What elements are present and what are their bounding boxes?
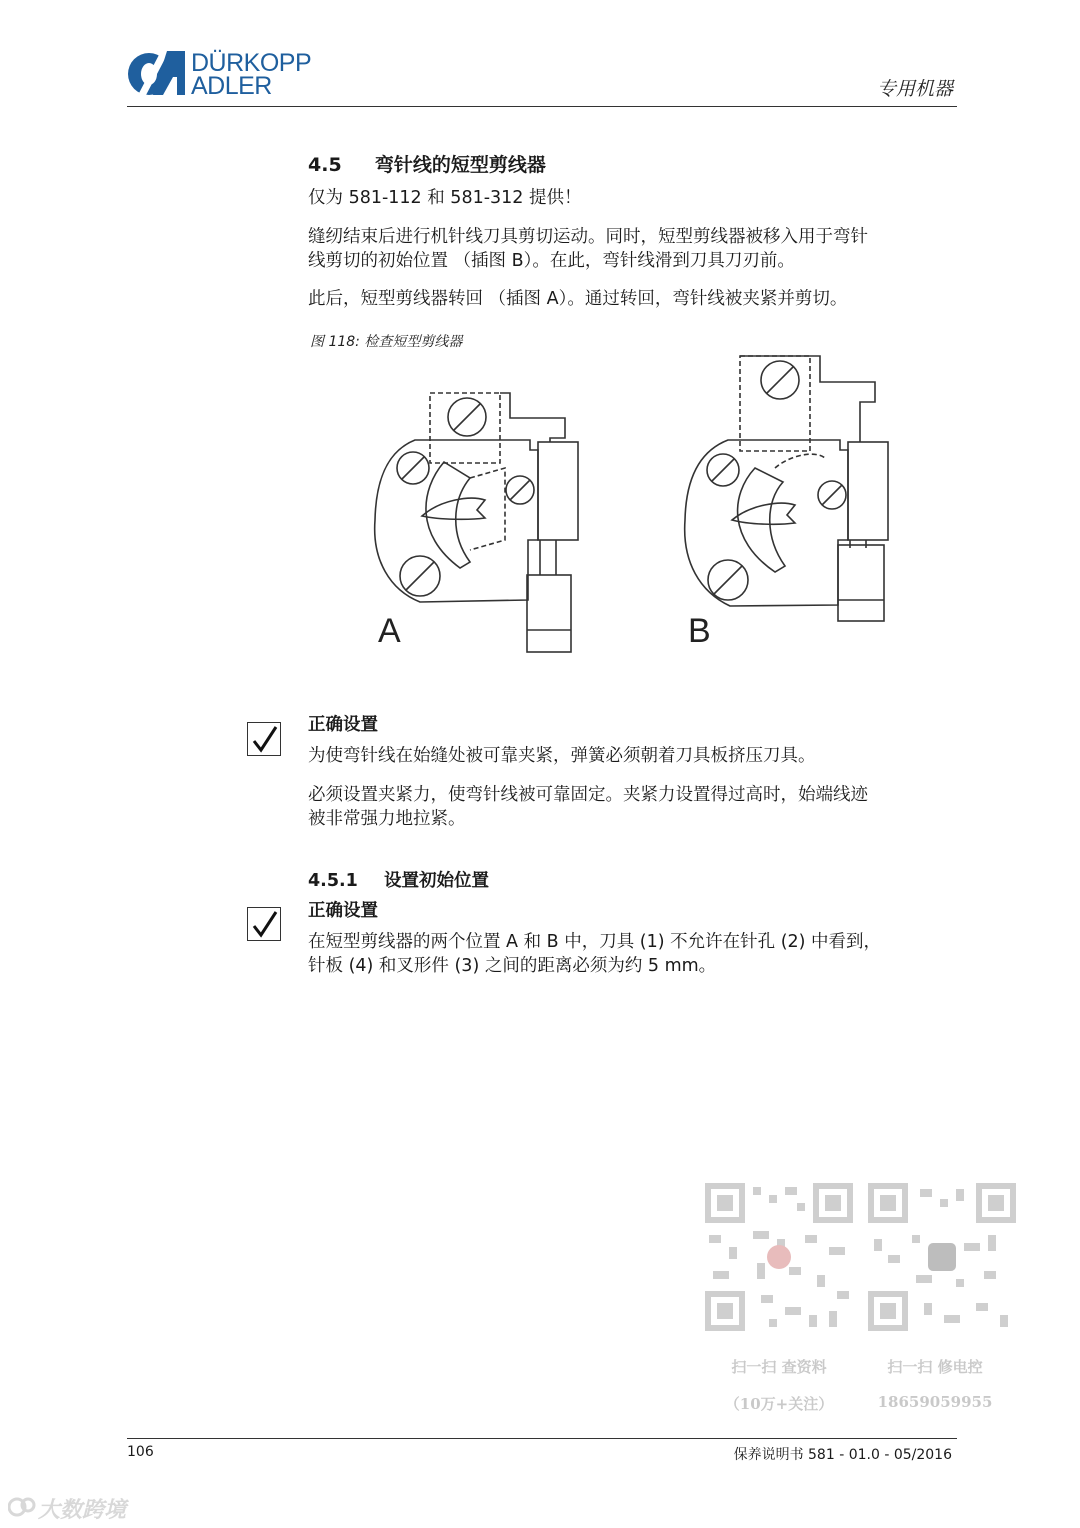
qr2-caption-2: 18659059955 [877, 1393, 993, 1411]
page-number: 106 [127, 1444, 154, 1460]
logo-line1: DÜRKOPP [191, 49, 312, 77]
section-label: 专用机器 [876, 78, 953, 100]
corner-watermark-text: 大数跨境 [38, 1498, 127, 1523]
section-name: 弯针线的短型剪线器 [374, 154, 546, 176]
section-para-2-line-2: 线剪切的初始位置 （插图 B）。在此，弯针线滑到刀具刀刃前。 [308, 251, 795, 271]
document-reference: 保养说明书 581 - 01.0 - 05/2016 [733, 1447, 952, 1463]
qr1-caption-2: （10万+关注） [724, 1395, 834, 1413]
note2-para-line-1: 在短型剪线器的两个位置 A 和 B 中，刀具 (1) 不允许在针孔 (2) 中看到， [308, 932, 882, 952]
note2-title: 正确设置 [308, 901, 378, 921]
subsection-name: 设置初始位置 [384, 871, 490, 891]
subsection-heading [308, 867, 489, 892]
qr-code-icon [705, 1183, 853, 1331]
figure-caption: 图 118: 检查短型剪线器 [310, 334, 463, 350]
brand-logo [127, 48, 327, 100]
qr2-caption-1: 扫一扫 修电控 [887, 1358, 983, 1376]
section-heading [308, 150, 546, 177]
durkopp-adler-logo-icon [127, 51, 187, 97]
watermark-logo-icon [8, 1494, 36, 1520]
thread-trimmer-figure [360, 350, 900, 660]
checkmark-box [247, 907, 281, 941]
logo-line2: ADLER [191, 72, 272, 100]
subsection-number: 4.5.1 [308, 871, 358, 891]
section-para-3: 此后，短型剪线器转回 （插图 A）。通过转回，弯针线被夹紧并剪切。 [308, 289, 848, 309]
diagram-a [375, 393, 578, 652]
label-b: B [688, 612, 711, 650]
checkmark-icon [252, 910, 278, 938]
note1-para-2-line-1: 必须设置夹紧力，使弯针线被可靠固定。夹紧力设置得过高时，始端线迹 [308, 785, 868, 805]
note2-para-line-2: 针板 (4) 和叉形件 (3) 之间的距离必须为约 5 mm。 [308, 956, 717, 976]
note1-title: 正确设置 [308, 715, 378, 735]
checkmark-icon [252, 725, 278, 753]
checkmark-box [247, 722, 281, 756]
qr1-caption-1: 扫一扫 查资料 [731, 1358, 827, 1376]
footer-divider [127, 1438, 957, 1439]
section-para-2-line-1: 缝纫结束后进行机针线刀具剪切运动。同时，短型剪线器被移入用于弯针 [308, 227, 868, 247]
qr-code-icon [868, 1183, 1016, 1331]
section-number: 4.5 [308, 154, 342, 176]
section-para-1: 仅为 581-112 和 581-312 提供！ [308, 188, 582, 208]
label-a: A [378, 612, 401, 650]
header-divider [127, 106, 957, 107]
note1-para-2-line-2: 被非常强力地拉紧。 [308, 809, 466, 829]
diagram-b [685, 356, 888, 621]
note1-para-1: 为使弯针线在始缝处被可靠夹紧，弹簧必须朝着刀具板挤压刀具。 [308, 746, 816, 766]
